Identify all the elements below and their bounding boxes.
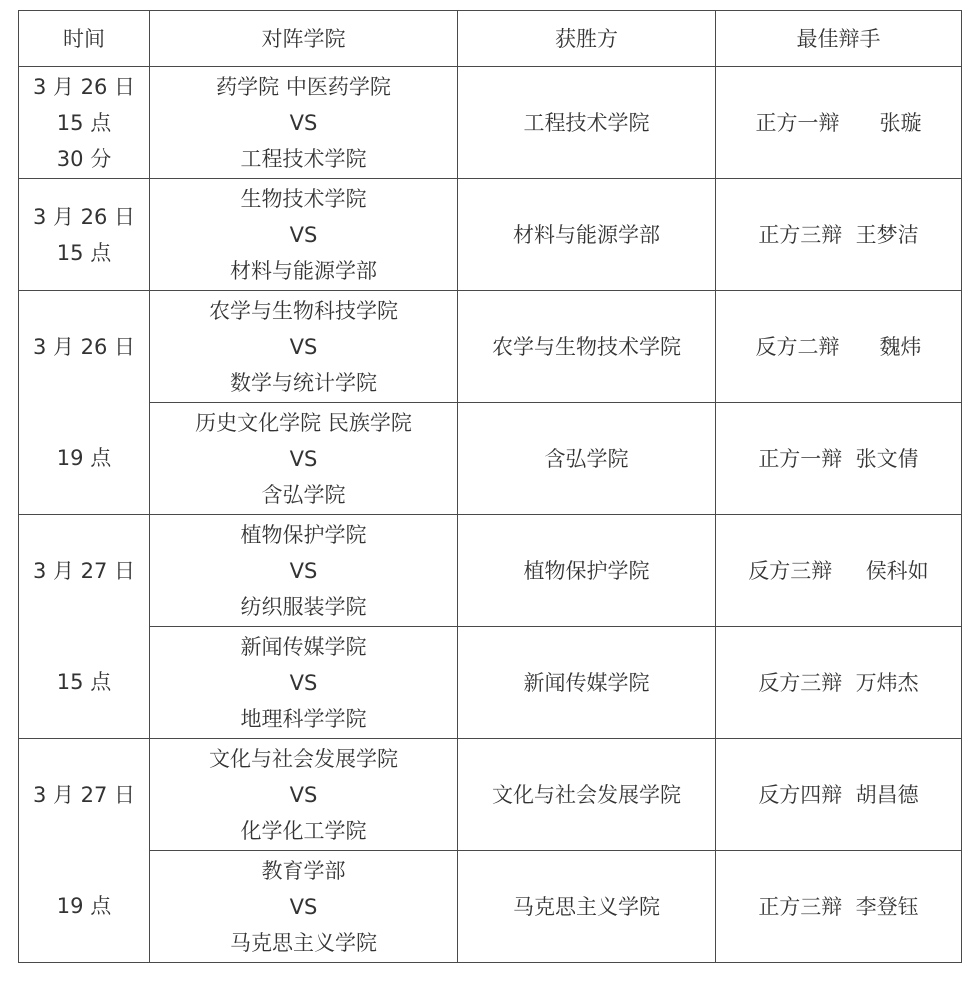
best-debater-cell: [716, 739, 962, 851]
time-cell: [19, 67, 150, 179]
match-row: [19, 403, 962, 515]
best-debater-cell: [716, 403, 962, 515]
team-a: 药学院 中医药学院: [216, 74, 391, 99]
teams-cell: [150, 179, 458, 291]
best-name: 万炜杰: [855, 670, 919, 695]
best-debater-cell: [716, 851, 962, 963]
team-a: 新闻传媒学院: [240, 634, 367, 659]
time-cell: [19, 627, 150, 739]
best-position: 反方三辩: [758, 670, 843, 695]
team-b: 数学与统计学院: [230, 370, 377, 395]
best-position: 正方三辩: [758, 222, 843, 247]
team-a: 植物保护学院: [240, 522, 367, 547]
team-b: 材料与能源学部: [230, 258, 377, 283]
vs-label: VS: [289, 334, 318, 359]
best-name: 魏炜: [879, 334, 922, 359]
vs-label: VS: [289, 110, 318, 135]
vs-label: VS: [289, 782, 318, 807]
team-a: 教育学部: [261, 858, 346, 883]
team-a: 历史文化学院 民族学院: [195, 410, 412, 435]
teams-cell: [150, 515, 458, 627]
best-position: 正方三辩: [758, 894, 843, 919]
match-row: [19, 67, 962, 179]
time-cell: [19, 403, 150, 515]
team-b: 化学化工学院: [240, 818, 367, 843]
winner-cell: 材料与能源学部: [458, 179, 716, 291]
time-hour: 15 点: [56, 240, 112, 265]
teams-cell: [150, 851, 458, 963]
time-hour: 19 点: [56, 894, 112, 919]
best-name: 王梦洁: [855, 222, 919, 247]
best-name: 侯科如: [865, 558, 929, 583]
best-debater-cell: [716, 515, 962, 627]
time-date: 3 月 27 日: [32, 782, 136, 807]
vs-label: VS: [289, 894, 318, 919]
match-row: [19, 739, 962, 851]
time-cell: [19, 851, 150, 963]
best-position: 反方二辩: [755, 334, 840, 359]
team-b: 纺织服装学院: [240, 594, 367, 619]
best-debater-cell: [716, 179, 962, 291]
match-row: [19, 179, 962, 291]
time-date: 3 月 26 日: [32, 74, 136, 99]
team-a: 农学与生物科技学院: [209, 298, 398, 323]
teams-cell: [150, 739, 458, 851]
header-winner: 获胜方: [458, 11, 716, 67]
winner-cell: 农学与生物技术学院: [458, 291, 716, 403]
time-minute: 30 分: [56, 146, 112, 171]
time-cell: [19, 739, 150, 851]
team-b: 马克思主义学院: [230, 930, 377, 955]
winner-cell: 马克思主义学院: [458, 851, 716, 963]
time-cell: [19, 291, 150, 403]
team-a: 文化与社会发展学院: [209, 746, 398, 771]
time-date: 3 月 26 日: [32, 204, 136, 229]
team-a: 生物技术学院: [240, 186, 367, 211]
teams-cell: [150, 627, 458, 739]
winner-cell: 文化与社会发展学院: [458, 739, 716, 851]
vs-label: VS: [289, 446, 318, 471]
best-position: 反方四辩: [758, 782, 843, 807]
best-name: 张璇: [879, 110, 922, 135]
best-name: 李登钰: [855, 894, 919, 919]
winner-cell: 含弘学院: [458, 403, 716, 515]
best-position: 正方一辩: [755, 110, 840, 135]
winner-cell: 工程技术学院: [458, 67, 716, 179]
match-row: [19, 851, 962, 963]
header-teams: 对阵学院: [150, 11, 458, 67]
match-row: [19, 627, 962, 739]
best-position: 反方三辩: [748, 558, 833, 583]
team-b: 含弘学院: [261, 482, 346, 507]
best-name: 胡昌德: [855, 782, 919, 807]
time-hour: 15 点: [56, 110, 112, 135]
team-b: 工程技术学院: [240, 146, 367, 171]
header-best-debater: 最佳辩手: [716, 11, 962, 67]
time-cell: [19, 515, 150, 627]
best-debater-cell: [716, 291, 962, 403]
best-position: 正方一辩: [758, 446, 843, 471]
winner-cell: 植物保护学院: [458, 515, 716, 627]
match-row: [19, 515, 962, 627]
team-b: 地理科学学院: [240, 706, 367, 731]
debate-schedule-table: [18, 10, 962, 963]
teams-cell: [150, 291, 458, 403]
best-debater-cell: [716, 67, 962, 179]
match-row: [19, 291, 962, 403]
vs-label: VS: [289, 670, 318, 695]
time-hour: 15 点: [56, 670, 112, 695]
time-hour: 19 点: [56, 446, 112, 471]
best-debater-cell: [716, 627, 962, 739]
vs-label: VS: [289, 558, 318, 583]
time-cell: [19, 179, 150, 291]
header-time: 时间: [19, 11, 150, 67]
time-date: 3 月 27 日: [32, 558, 136, 583]
teams-cell: [150, 403, 458, 515]
vs-label: VS: [289, 222, 318, 247]
time-date: 3 月 26 日: [32, 334, 136, 359]
winner-cell: 新闻传媒学院: [458, 627, 716, 739]
best-name: 张文倩: [855, 446, 919, 471]
teams-cell: [150, 67, 458, 179]
header-row: [19, 11, 962, 67]
